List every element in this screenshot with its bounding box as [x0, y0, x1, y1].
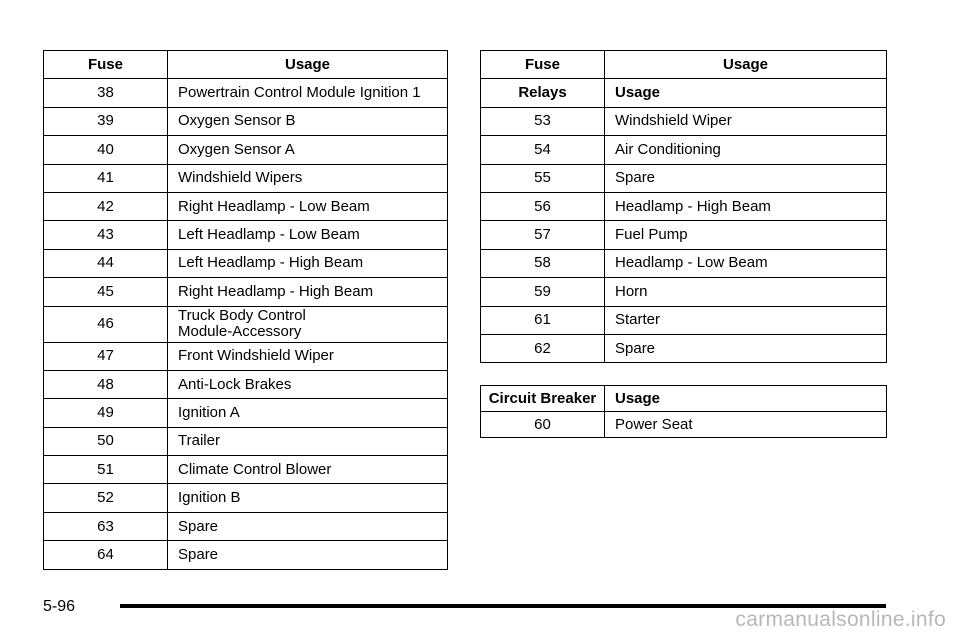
table-header-row — [481, 386, 887, 412]
fuse-usage: Climate Control Blower — [168, 456, 448, 484]
relay-number: 56 — [481, 192, 605, 220]
relay-usage: Fuel Pump — [605, 221, 887, 249]
table-row — [44, 541, 448, 569]
table-row — [481, 164, 887, 192]
table-row — [44, 427, 448, 455]
table-row — [481, 221, 887, 249]
fuse-usage: Right Headlamp - High Beam — [168, 278, 448, 306]
watermark-text: carmanualsonline.info — [735, 608, 946, 631]
table-row — [481, 107, 887, 135]
fuse-usage: Left Headlamp - Low Beam — [168, 221, 448, 249]
fuse-usage: Oxygen Sensor B — [168, 107, 448, 135]
page-number: 5-96 — [43, 598, 76, 615]
relay-usage: Headlamp - Low Beam — [605, 249, 887, 277]
table-row — [44, 456, 448, 484]
relay-number: 58 — [481, 249, 605, 277]
table-row — [44, 306, 448, 342]
fuse-number: 49 — [44, 399, 168, 427]
fuse-usage: Truck Body Control Module-Accessory — [168, 306, 448, 342]
column-header-usage: Usage — [605, 51, 887, 79]
table-row — [481, 278, 887, 306]
fuse-number: 38 — [44, 79, 168, 107]
fuse-usage: Front Windshield Wiper — [168, 342, 448, 370]
table-row — [481, 412, 887, 438]
fuse-usage: Trailer — [168, 427, 448, 455]
column-header-relays: Relays — [481, 79, 605, 107]
column-header-usage: Usage — [605, 386, 887, 412]
relay-number: 61 — [481, 306, 605, 334]
table-row — [44, 399, 448, 427]
table-row — [44, 192, 448, 220]
table-row — [44, 484, 448, 512]
relay-usage: Air Conditioning — [605, 136, 887, 164]
fuse-usage: Ignition A — [168, 399, 448, 427]
table-row — [44, 107, 448, 135]
relay-number: 62 — [481, 334, 605, 362]
fuse-number: 41 — [44, 164, 168, 192]
fuse-usage: Oxygen Sensor A — [168, 136, 448, 164]
column-header-fuse: Fuse — [481, 51, 605, 79]
table-header-row — [481, 51, 887, 79]
fuse-number: 40 — [44, 136, 168, 164]
table-row — [44, 342, 448, 370]
fuse-number: 64 — [44, 541, 168, 569]
relay-usage: Spare — [605, 164, 887, 192]
fuse-number: 42 — [44, 192, 168, 220]
table-row — [481, 136, 887, 164]
fuse-number: 48 — [44, 370, 168, 398]
relay-usage: Starter — [605, 306, 887, 334]
relay-number: 57 — [481, 221, 605, 249]
table-row — [44, 221, 448, 249]
left-fuse-table — [43, 50, 448, 570]
column-header-relay-usage: Usage — [605, 79, 887, 107]
fuse-number: 39 — [44, 107, 168, 135]
fuse-number: 51 — [44, 456, 168, 484]
table-row — [44, 512, 448, 540]
table-row — [481, 334, 887, 362]
column-header-circuit-breaker: Circuit Breaker — [481, 386, 605, 412]
table-row — [481, 192, 887, 220]
fuse-number: 44 — [44, 249, 168, 277]
fuse-usage: Spare — [168, 512, 448, 540]
fuse-number: 47 — [44, 342, 168, 370]
relay-number: 59 — [481, 278, 605, 306]
fuse-usage: Anti-Lock Brakes — [168, 370, 448, 398]
relay-number: 54 — [481, 136, 605, 164]
fuse-number: 52 — [44, 484, 168, 512]
table-header-row — [44, 51, 448, 79]
table-row — [44, 370, 448, 398]
fuse-number: 63 — [44, 512, 168, 540]
relay-table — [480, 50, 887, 363]
fuse-usage: Left Headlamp - High Beam — [168, 249, 448, 277]
circuit-breaker-table — [480, 385, 887, 438]
relay-number: 53 — [481, 107, 605, 135]
table-row — [44, 136, 448, 164]
column-header-usage: Usage — [168, 51, 448, 79]
column-header-fuse: Fuse — [44, 51, 168, 79]
table-row — [44, 164, 448, 192]
relay-usage: Windshield Wiper — [605, 107, 887, 135]
table-row — [481, 249, 887, 277]
table-row — [481, 306, 887, 334]
breaker-usage: Power Seat — [605, 412, 887, 438]
fuse-number: 50 — [44, 427, 168, 455]
table-row — [44, 79, 448, 107]
breaker-number: 60 — [481, 412, 605, 438]
fuse-usage: Powertrain Control Module Ignition 1 — [168, 79, 448, 107]
fuse-usage: Windshield Wipers — [168, 164, 448, 192]
fuse-usage: Right Headlamp - Low Beam — [168, 192, 448, 220]
relay-number: 55 — [481, 164, 605, 192]
fuse-number: 46 — [44, 306, 168, 342]
table-row — [44, 249, 448, 277]
relay-usage: Horn — [605, 278, 887, 306]
relay-usage: Headlamp - High Beam — [605, 192, 887, 220]
fuse-number: 45 — [44, 278, 168, 306]
table-subheader-row — [481, 79, 887, 107]
fuse-usage: Spare — [168, 541, 448, 569]
relay-usage: Spare — [605, 334, 887, 362]
fuse-usage: Ignition B — [168, 484, 448, 512]
table-row — [44, 278, 448, 306]
fuse-number: 43 — [44, 221, 168, 249]
